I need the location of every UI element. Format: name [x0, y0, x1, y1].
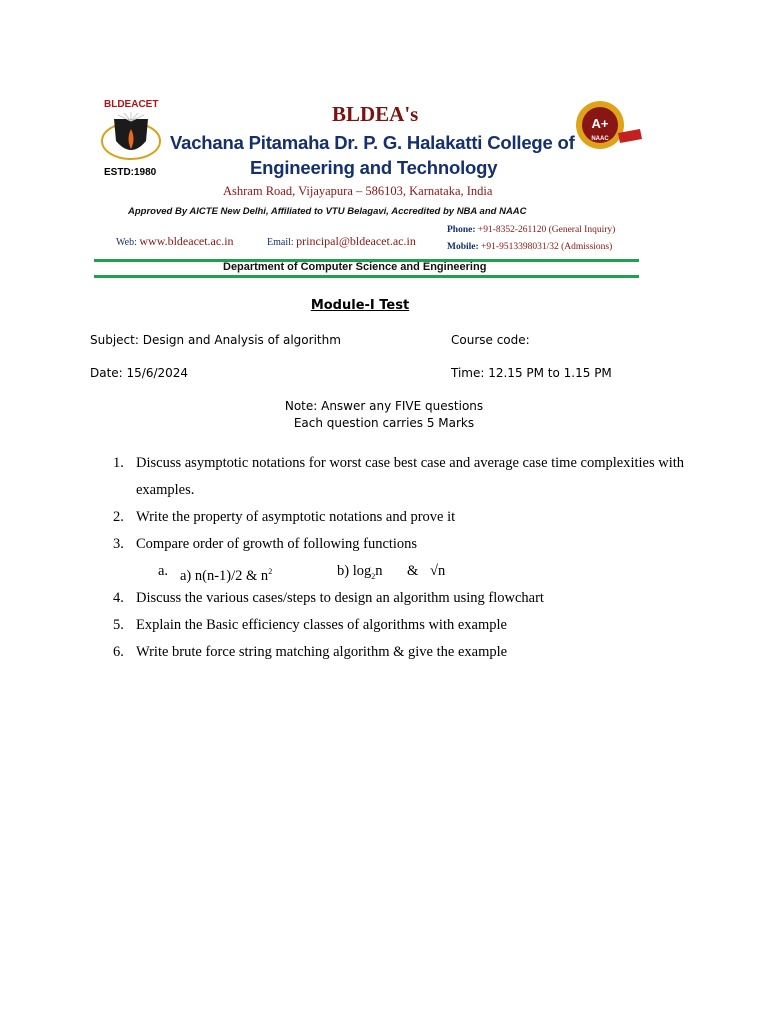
mobile-number: +91-9513398031/32 (Admissions): [481, 242, 613, 252]
department-name: Department of Computer Science and Engineering: [223, 261, 487, 273]
website-link[interactable]: www.bldeacet.ac.in: [139, 234, 234, 248]
question-number: 4.: [113, 590, 124, 606]
approval-line: Approved By AICTE New Delhi, Affiliated to VTU Belagavi, Accredited by NBA and NAAC: [128, 206, 527, 217]
test-time: Time: 12.15 PM to 1.15 PM: [451, 366, 612, 380]
question-list: [110, 450, 710, 666]
function-b-text: b) log: [337, 563, 372, 579]
web-label: Web:: [116, 237, 137, 248]
question-number: 6.: [113, 644, 124, 660]
college-name-line2: Engineering and Technology: [250, 157, 498, 178]
naac-seal-icon: [570, 97, 645, 157]
website-info: [116, 234, 234, 249]
question-sub-item: [110, 558, 710, 585]
function-b-tail: n: [375, 563, 383, 579]
question-text: Write brute force string matching algorithm & give the example: [136, 644, 508, 660]
naac-badge: [570, 97, 645, 157]
phone-info: [447, 225, 615, 235]
function-a-exponent: 2: [268, 567, 273, 576]
phone-label: Phone:: [447, 225, 476, 235]
question-number: 5.: [113, 617, 124, 633]
divider-bottom: [94, 275, 639, 278]
naac-grade: A+: [591, 116, 609, 131]
mobile-label: Mobile:: [447, 242, 479, 252]
naac-label: NAAC: [591, 136, 609, 142]
function-c: √n: [430, 563, 446, 579]
question-item: [110, 450, 710, 504]
instruction-note: Note: Answer any FIVE questions: [284, 399, 484, 413]
subject-line: Subject: Design and Analysis of algorithm: [90, 333, 341, 347]
phone-number: +91-8352-261120 (General Inquiry): [477, 225, 616, 235]
question-text: Explain the Basic efficiency classes of algorithms with example: [136, 617, 507, 633]
function-b-base: 2: [371, 571, 376, 581]
function-a-text: a) n(n-1)/2 & n: [180, 567, 269, 584]
college-name-line1: Vachana Pitamaha Dr. P. G. Halakatti College of: [170, 132, 575, 153]
sub-item-letter: a.: [158, 563, 169, 579]
question-item: [110, 639, 710, 666]
course-code: Course code:: [451, 333, 530, 347]
question-number: 2.: [113, 509, 124, 525]
email-label: Email:: [267, 237, 294, 248]
marks-note: Each question carries 5 Marks: [293, 416, 475, 430]
letterhead: [90, 95, 645, 285]
question-item: [110, 585, 710, 612]
test-title: Module-I Test: [310, 298, 410, 313]
question-text: Discuss asymptotic notations for worst case best case and average case time complexities with examples.: [136, 455, 685, 498]
question-text: Write the property of asymptotic notations and prove it: [136, 509, 456, 525]
question-item: [110, 504, 710, 531]
college-address: Ashram Road, Vijayapura – 586103, Karnataka, India: [223, 184, 493, 198]
email-info: [267, 234, 416, 249]
logo-brand-text: BLDEACET: [104, 99, 159, 110]
mobile-info: [447, 242, 612, 252]
question-number: 3.: [113, 536, 124, 552]
question-text: Discuss the various cases/steps to design an algorithm using flowchart: [136, 590, 544, 606]
estd-text: ESTD:1980: [104, 167, 157, 178]
question-item: [110, 531, 710, 558]
question-number: 1.: [113, 455, 124, 471]
shield-logo-icon: [100, 111, 162, 167]
question-text: Compare order of growth of following functions: [136, 536, 418, 552]
org-name: BLDEA's: [332, 102, 419, 126]
ampersand: &: [407, 563, 419, 579]
question-item: [110, 612, 710, 639]
college-logo: [94, 99, 169, 179]
email-link[interactable]: principal@bldeacet.ac.in: [296, 234, 416, 248]
test-date: Date: 15/6/2024: [90, 366, 189, 380]
